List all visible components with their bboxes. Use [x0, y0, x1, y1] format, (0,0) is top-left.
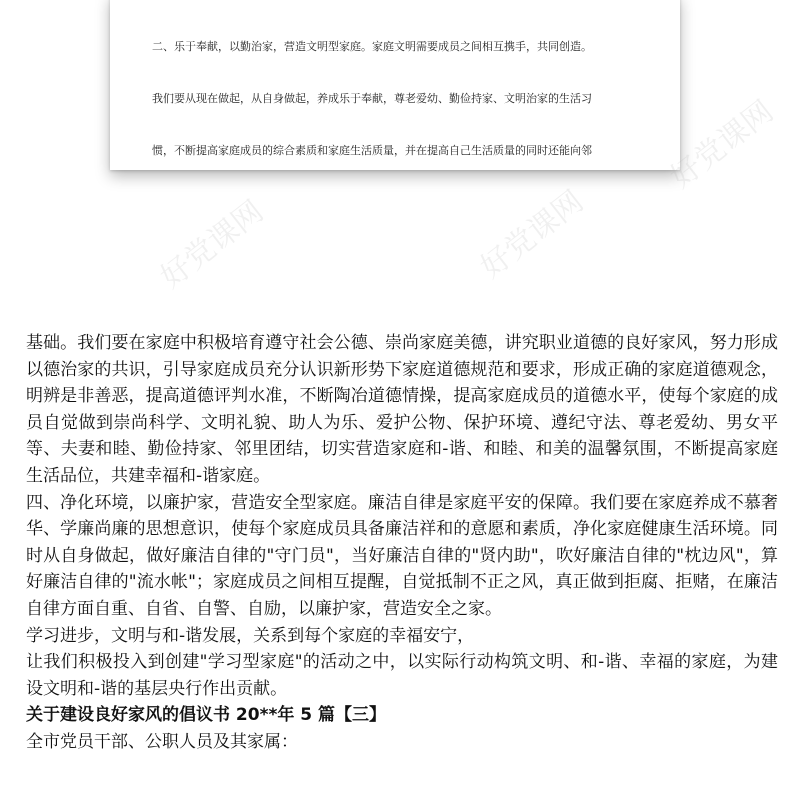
- document-body: [26, 330, 778, 756]
- watermark: 好党课网: [154, 194, 271, 296]
- salutation: 全市党员干部、公职人员及其家属：: [26, 731, 298, 752]
- section-heading: 关于建设良好家风的倡议书 20**年 5 篇【三】: [26, 705, 387, 726]
- paragraph: 四、净化环境，以廉护家，营造安全型家庭。廉洁自律是家庭平安的保障。我们要在家庭养成不慕奢华、学廉尚廉的思想意识，使每个家庭成员具备廉洁祥和的意愿和素质，净化家庭健康生活环境。同时从自身做起，做好廉洁自律的"守门员"，当好廉洁自律的"贤内助"，吹好廉洁自律的"枕边风"，算好廉洁自律的"流水帐"；家庭成员之间相互提醒，自觉抵制不正之风，真正做到拒腐、拒赌，在廉洁自律方面自重、自省、自警、自励，以廉护家，营造安全之家。: [26, 492, 778, 619]
- thumbnail-line: 惯，不断提高家庭成员的综合素质和家庭生活质量，并在提高自己生活质量的同时还能向邻: [152, 143, 592, 157]
- watermark: 好党课网: [664, 94, 781, 196]
- paragraph: 让我们积极投入到创建"学习型家庭"的活动之中，以实际行动构筑文明、和-谐、幸福的家庭，为建设文明和-谐的基层央行作出贡献。: [26, 652, 778, 699]
- paragraph: 基础。我们要在家庭中积极培育遵守社会公德、崇尚家庭美德，讲究职业道德的良好家风，努力形成以德治家的共识，引导家庭成员充分认识新形势下家庭道德规范和要求，形成正确的家庭道德观念，明辨是非善恶，提高道德评判水准，不断陶冶道德情操，提高家庭成员的道德水平，使每个家庭的成员自觉做到崇尚科学、文明礼貌、助人为乐、爱护公物、保护环境、遵纪守法、尊老爱幼、男女平等、夫妻和睦、勤俭持家、邻里团结，切实营造家庭和-谐、和睦、和美的温馨氛围，不断提高家庭生活品位，共建幸福和-谐家庭。: [26, 333, 778, 486]
- watermark: 好党课网: [474, 184, 591, 286]
- thumbnail-text: [152, 4, 656, 170]
- paragraph: 学习进步，文明与和-谐发展，关系到每个家庭的幸福安宁，: [26, 625, 475, 646]
- thumbnail-line: 二、乐于奉献，以勤治家，营造文明型家庭。家庭文明需要成员之间相互携手，共同创造。: [152, 40, 592, 54]
- document-preview-area: [0, 0, 800, 310]
- thumbnail-line: 我们要从现在做起，从自身做起，养成乐于奉献，尊老爱幼、勤俭持家、文明治家的生活习: [152, 92, 592, 106]
- document-page-thumbnail: [110, 0, 680, 170]
